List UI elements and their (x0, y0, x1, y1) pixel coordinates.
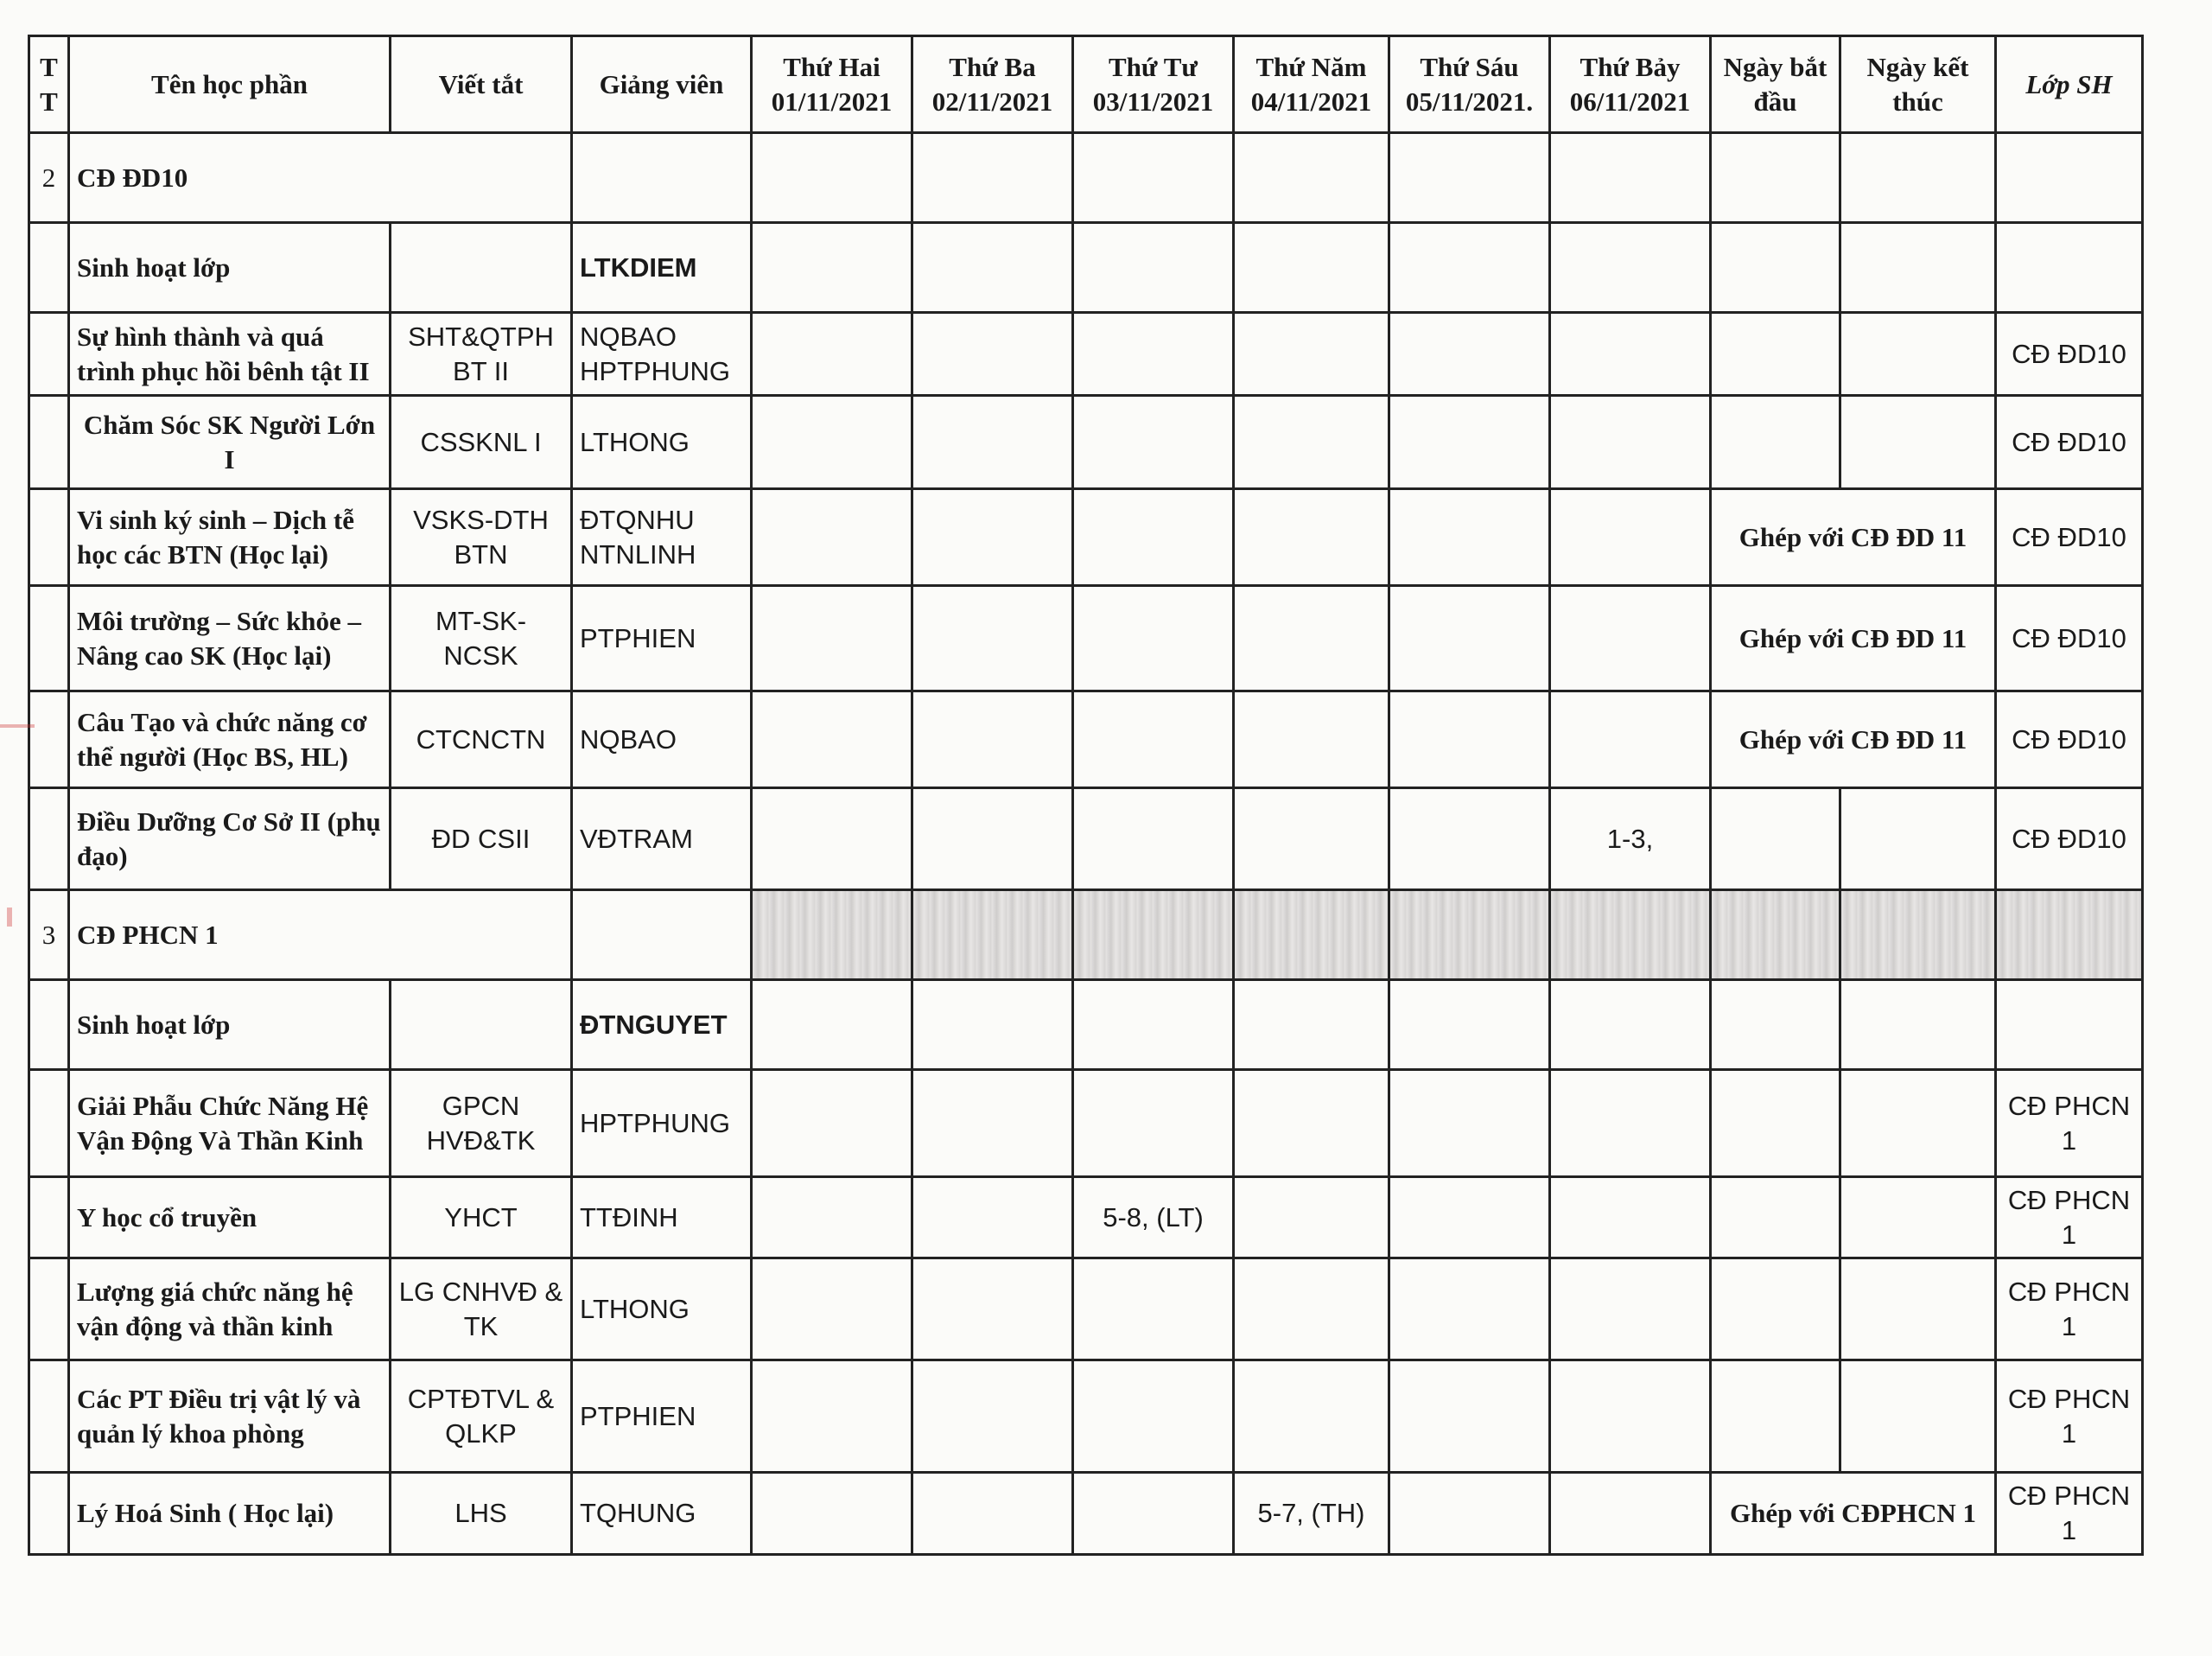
day-cell (912, 1360, 1073, 1473)
course-abbreviation: LHS (391, 1473, 572, 1554)
course-row (29, 223, 2143, 313)
group-tt: 3 (29, 890, 69, 980)
day-cell (1073, 1360, 1234, 1473)
start-date-cell (1711, 1177, 1840, 1258)
course-abbreviation: VSKS-DTH BTN (391, 489, 572, 586)
day-cell (1073, 223, 1234, 313)
row-tt-cell (29, 691, 69, 788)
course-name: Điều Dưỡng Cơ Sở II (phụ đạo) (69, 788, 391, 890)
course-row (29, 489, 2143, 586)
class-cell: CĐ PHCN 1 (1996, 1070, 2143, 1177)
merge-note: Ghép với CĐPHCN 1 (1711, 1473, 1996, 1554)
group-empty-cell (912, 133, 1073, 223)
day-cell (1389, 788, 1550, 890)
course-name: Các PT Điều trị vật lý và quản lý khoa phòng (69, 1360, 391, 1473)
class-cell: CĐ PHCN 1 (1996, 1177, 2143, 1258)
course-name: Vi sinh ký sinh – Dịch tễ học các BTN (Học lại) (69, 489, 391, 586)
day-cell (1234, 980, 1389, 1070)
day-cell (1234, 788, 1389, 890)
group-empty-cell (752, 890, 912, 980)
day-cell (752, 313, 912, 396)
day-cell (1550, 1360, 1711, 1473)
course-abbreviation (391, 223, 572, 313)
header-class: Lớp SH (1996, 36, 2143, 133)
header-tt: T T (29, 36, 69, 133)
course-teacher: TQHUNG (572, 1473, 752, 1554)
header-day-sat: Thứ Bảy 06/11/2021 (1550, 36, 1711, 133)
row-tt-cell (29, 586, 69, 691)
day-cell (752, 1177, 912, 1258)
end-date-cell (1840, 1258, 1996, 1360)
group-empty-cell (1234, 890, 1389, 980)
day-cell (1234, 396, 1389, 489)
group-empty-cell (1073, 133, 1234, 223)
class-cell: CĐ PHCN 1 (1996, 1258, 2143, 1360)
course-name: Câu Tạo và chức năng cơ thể người (Học BS, HL) (69, 691, 391, 788)
group-teacher-cell (572, 890, 752, 980)
course-teacher: HPTPHUNG (572, 1070, 752, 1177)
group-empty-cell (1996, 133, 2143, 223)
start-date-cell (1711, 396, 1840, 489)
group-empty-cell (1389, 133, 1550, 223)
group-empty-cell (912, 890, 1073, 980)
day-cell (752, 396, 912, 489)
group-name: CĐ ĐD10 (69, 133, 572, 223)
course-teacher: LTHONG (572, 1258, 752, 1360)
day-cell (1550, 980, 1711, 1070)
end-date-cell (1840, 313, 1996, 396)
course-row (29, 1177, 2143, 1258)
row-tt-cell (29, 1177, 69, 1258)
course-row (29, 1360, 2143, 1473)
day-cell (1073, 788, 1234, 890)
row-tt-cell (29, 396, 69, 489)
course-teacher: VĐTRAM (572, 788, 752, 890)
header-day-wed: Thứ Tư 03/11/2021 (1073, 36, 1234, 133)
day-cell (1550, 691, 1711, 788)
course-teacher: NQBAO HPTPHUNG (572, 313, 752, 396)
course-teacher: TTĐINH (572, 1177, 752, 1258)
day-cell (1550, 396, 1711, 489)
day-cell (912, 1177, 1073, 1258)
day-cell (1389, 586, 1550, 691)
course-teacher: LTHONG (572, 396, 752, 489)
row-tt-cell (29, 1258, 69, 1360)
row-tt-cell (29, 980, 69, 1070)
day-cell (752, 586, 912, 691)
day-cell (1389, 980, 1550, 1070)
day-cell (912, 313, 1073, 396)
end-date-cell (1840, 1360, 1996, 1473)
merge-note: Ghép với CĐ ĐD 11 (1711, 489, 1996, 586)
end-date-cell (1840, 980, 1996, 1070)
course-abbreviation: CPTĐTVL & QLKP (391, 1360, 572, 1473)
class-cell: CĐ PHCN 1 (1996, 1360, 2143, 1473)
course-row (29, 691, 2143, 788)
day-cell (912, 691, 1073, 788)
day-cell (1234, 586, 1389, 691)
course-abbreviation: CTCNCTN (391, 691, 572, 788)
course-row (29, 586, 2143, 691)
header-teacher: Giảng viên (572, 36, 752, 133)
class-cell: CĐ ĐD10 (1996, 313, 2143, 396)
end-date-cell (1840, 1177, 1996, 1258)
row-tt-cell (29, 1070, 69, 1177)
row-tt-cell (29, 1360, 69, 1473)
header-end-date: Ngày kết thúc (1840, 36, 1996, 133)
day-cell (1073, 489, 1234, 586)
end-date-cell (1840, 1070, 1996, 1177)
start-date-cell (1711, 1070, 1840, 1177)
day-cell (1389, 223, 1550, 313)
day-cell (912, 1070, 1073, 1177)
row-tt-cell (29, 788, 69, 890)
group-empty-cell (1996, 890, 2143, 980)
day-cell (752, 691, 912, 788)
day-cell (1389, 691, 1550, 788)
end-date-cell (1840, 396, 1996, 489)
end-date-cell (1840, 788, 1996, 890)
day-cell (1073, 396, 1234, 489)
scan-mark-left-2 (7, 908, 12, 927)
group-empty-cell (1073, 890, 1234, 980)
group-empty-cell (1840, 133, 1996, 223)
day-cell (1234, 223, 1389, 313)
start-date-cell (1711, 1360, 1840, 1473)
schedule-sheet (28, 35, 2133, 1556)
day-cell (1389, 1258, 1550, 1360)
course-row (29, 980, 2143, 1070)
day-cell: 5-8, (LT) (1073, 1177, 1234, 1258)
group-teacher-cell (572, 133, 752, 223)
day-cell (1550, 223, 1711, 313)
row-tt-cell (29, 489, 69, 586)
group-empty-cell (1550, 133, 1711, 223)
class-cell: CĐ ĐD10 (1996, 396, 2143, 489)
day-cell (1234, 1070, 1389, 1177)
header-course-name: Tên học phần (69, 36, 391, 133)
group-empty-cell (1550, 890, 1711, 980)
class-cell: CĐ ĐD10 (1996, 788, 2143, 890)
course-row (29, 1473, 2143, 1554)
end-date-cell (1840, 223, 1996, 313)
header-start-date: Ngày bắt đầu (1711, 36, 1840, 133)
day-cell (752, 223, 912, 313)
group-empty-cell (1234, 133, 1389, 223)
class-cell: CĐ PHCN 1 (1996, 1473, 2143, 1554)
day-cell (1389, 1070, 1550, 1177)
group-empty-cell (752, 133, 912, 223)
day-cell (1073, 691, 1234, 788)
course-name: Lý Hoá Sinh ( Học lại) (69, 1473, 391, 1554)
course-abbreviation: SHT&QTPH BT II (391, 313, 572, 396)
group-row (29, 890, 2143, 980)
day-cell (1389, 313, 1550, 396)
day-cell (1389, 489, 1550, 586)
day-cell (752, 1070, 912, 1177)
day-cell (752, 1360, 912, 1473)
course-row (29, 313, 2143, 396)
row-tt-cell (29, 1473, 69, 1554)
course-name: Sự hình thành và quá trình phục hồi bênh tật II (69, 313, 391, 396)
course-teacher: PTPHIEN (572, 1360, 752, 1473)
course-row (29, 1258, 2143, 1360)
course-name: Môi trường – Sức khỏe – Nâng cao SK (Học lại) (69, 586, 391, 691)
course-row (29, 396, 2143, 489)
course-name: Sinh hoạt lớp (69, 223, 391, 313)
day-cell (912, 1258, 1073, 1360)
day-cell (1550, 1070, 1711, 1177)
course-name: Sinh hoạt lớp (69, 980, 391, 1070)
day-cell (912, 586, 1073, 691)
merge-note: Ghép với CĐ ĐD 11 (1711, 586, 1996, 691)
start-date-cell (1711, 223, 1840, 313)
day-cell (1234, 489, 1389, 586)
schedule-table (28, 35, 2144, 1556)
course-teacher: NQBAO (572, 691, 752, 788)
day-cell: 5-7, (TH) (1234, 1473, 1389, 1554)
course-name: Lượng giá chức năng hệ vận động và thần kinh (69, 1258, 391, 1360)
course-abbreviation: YHCT (391, 1177, 572, 1258)
class-cell (1996, 223, 2143, 313)
class-cell: CĐ ĐD10 (1996, 489, 2143, 586)
day-cell (912, 1473, 1073, 1554)
scan-mark-left (0, 724, 35, 728)
day-cell (912, 396, 1073, 489)
start-date-cell (1711, 313, 1840, 396)
course-abbreviation: GPCN HVĐ&TK (391, 1070, 572, 1177)
day-cell (912, 489, 1073, 586)
group-empty-cell (1840, 890, 1996, 980)
day-cell (752, 1473, 912, 1554)
course-teacher: LTKDIEM (572, 223, 752, 313)
course-abbreviation: MT-SK-NCSK (391, 586, 572, 691)
start-date-cell (1711, 1258, 1840, 1360)
day-cell (1234, 1258, 1389, 1360)
day-cell (752, 980, 912, 1070)
header-day-mon: Thứ Hai 01/11/2021 (752, 36, 912, 133)
day-cell (1389, 1177, 1550, 1258)
day-cell (1234, 313, 1389, 396)
day-cell (1234, 1360, 1389, 1473)
class-cell: CĐ ĐD10 (1996, 691, 2143, 788)
header-row (29, 36, 2143, 133)
merge-note: Ghép với CĐ ĐD 11 (1711, 691, 1996, 788)
day-cell (912, 788, 1073, 890)
course-abbreviation (391, 980, 572, 1070)
header-day-thu: Thứ Năm 04/11/2021 (1234, 36, 1389, 133)
day-cell (1550, 313, 1711, 396)
day-cell (1073, 586, 1234, 691)
day-cell (1234, 1177, 1389, 1258)
day-cell (912, 223, 1073, 313)
day-cell (1073, 1473, 1234, 1554)
course-teacher: ĐTQNHU NTNLINH (572, 489, 752, 586)
day-cell (1389, 1473, 1550, 1554)
course-name: Chăm Sóc SK Người Lớn I (69, 396, 391, 489)
day-cell (1234, 691, 1389, 788)
day-cell (1550, 1177, 1711, 1258)
day-cell (1073, 1258, 1234, 1360)
course-row (29, 1070, 2143, 1177)
day-cell (752, 788, 912, 890)
group-tt: 2 (29, 133, 69, 223)
start-date-cell (1711, 788, 1840, 890)
day-cell (1550, 1258, 1711, 1360)
day-cell (1389, 1360, 1550, 1473)
group-row (29, 133, 2143, 223)
header-day-fri: Thứ Sáu 05/11/2021. (1389, 36, 1550, 133)
day-cell (752, 1258, 912, 1360)
day-cell (1073, 313, 1234, 396)
course-abbreviation: LG CNHVĐ & TK (391, 1258, 572, 1360)
course-abbreviation: CSSKNL I (391, 396, 572, 489)
group-empty-cell (1711, 890, 1840, 980)
group-empty-cell (1389, 890, 1550, 980)
course-teacher: PTPHIEN (572, 586, 752, 691)
course-teacher: ĐTNGUYET (572, 980, 752, 1070)
day-cell: 1-3, (1550, 788, 1711, 890)
row-tt-cell (29, 313, 69, 396)
class-cell: CĐ ĐD10 (1996, 586, 2143, 691)
group-name: CĐ PHCN 1 (69, 890, 572, 980)
header-abbreviation: Viết tắt (391, 36, 572, 133)
start-date-cell (1711, 980, 1840, 1070)
day-cell (752, 489, 912, 586)
day-cell (1389, 396, 1550, 489)
day-cell (1550, 586, 1711, 691)
course-row (29, 788, 2143, 890)
schedule-body (29, 133, 2143, 1555)
day-cell (1550, 1473, 1711, 1554)
class-cell (1996, 980, 2143, 1070)
header-day-tue: Thứ Ba 02/11/2021 (912, 36, 1073, 133)
day-cell (912, 980, 1073, 1070)
course-abbreviation: ĐD CSII (391, 788, 572, 890)
course-name: Giải Phẫu Chức Năng Hệ Vận Động Và Thần Kinh (69, 1070, 391, 1177)
day-cell (1073, 980, 1234, 1070)
course-name: Y học cổ truyền (69, 1177, 391, 1258)
day-cell (1550, 489, 1711, 586)
row-tt-cell (29, 223, 69, 313)
group-empty-cell (1711, 133, 1840, 223)
day-cell (1073, 1070, 1234, 1177)
